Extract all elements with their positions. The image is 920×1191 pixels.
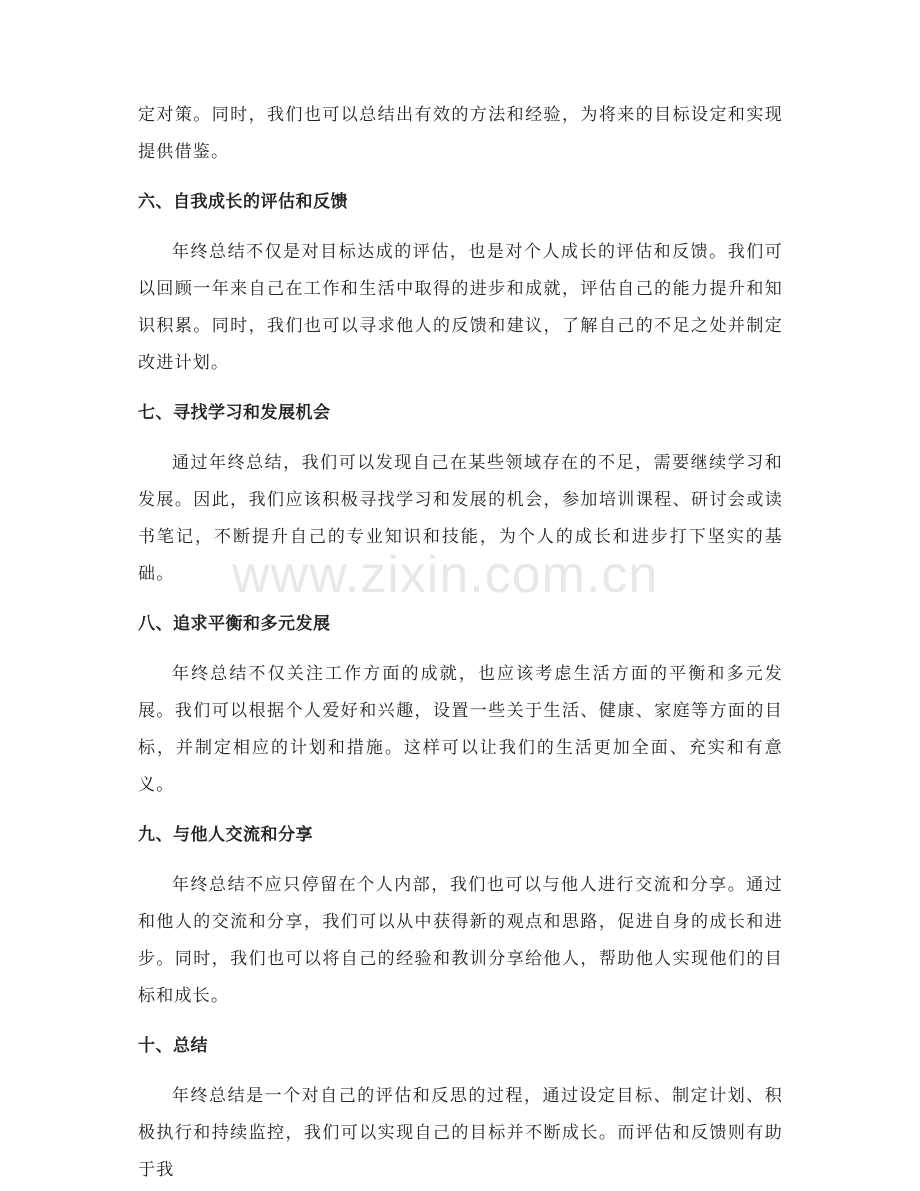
section-body-10: 年终总结是一个对自己的评估和反思的过程，通过设定目标、制定计划、积极执行和持续监控，我们可以实现自己的目标并不断成长。而评估和反馈则有助于我 xyxy=(138,1086,783,1180)
section-heading-9: 九、与他人交流和分享 xyxy=(138,825,313,845)
section-body-9: 年终总结不应只停留在个人内部，我们也可以与他人进行交流和分享。通过和他人的交流和分享，我们可以从中获得新的观点和思路，促进自身的成长和进步。同时，我们也可以将自己的经验和教训分享给他人，帮助他人实现他们的目标和成长。 xyxy=(138,875,783,1006)
section-heading-7: 七、寻找学习和发展机会 xyxy=(138,403,331,423)
section-body-7: 通过年终总结，我们可以发现自己在某些领域存在的不足，需要继续学习和发展。因此，我们应该积极寻找学习和发展的机会，参加培训课程、研讨会或读书笔记，不断提升自己的专业知识和技能，为个人的成长和进步打下坚实的基础。 xyxy=(138,453,783,584)
section-body-8: 年终总结不仅关注工作方面的成就，也应该考虑生活方面的平衡和多元发展。我们可以根据个人爱好和兴趣，设置一些关于生活、健康、家庭等方面的目标，并制定相应的计划和措施。这样可以让我们的生活更加全面、充实和有意义。 xyxy=(138,664,783,795)
section-heading-8: 八、追求平衡和多元发展 xyxy=(138,614,331,634)
watermark: www.zixin.com.cn xyxy=(232,546,659,604)
section-heading-6: 六、自我成长的评估和反馈 xyxy=(138,192,348,212)
document-body xyxy=(138,97,783,1189)
section-heading-10: 十、总结 xyxy=(138,1036,208,1056)
intro-paragraph: 定对策。同时，我们也可以总结出有效的方法和经验，为将来的目标设定和实现提供借鉴。 xyxy=(138,105,783,162)
section-body-6: 年终总结不仅是对目标达成的评估，也是对个人成长的评估和反馈。我们可以回顾一年来自己在工作和生活中取得的进步和成就，评估自己的能力提升和知识积累。同时，我们也可以寻求他人的反馈和建议，了解自己的不足之处并制定改进计划。 xyxy=(138,242,783,373)
